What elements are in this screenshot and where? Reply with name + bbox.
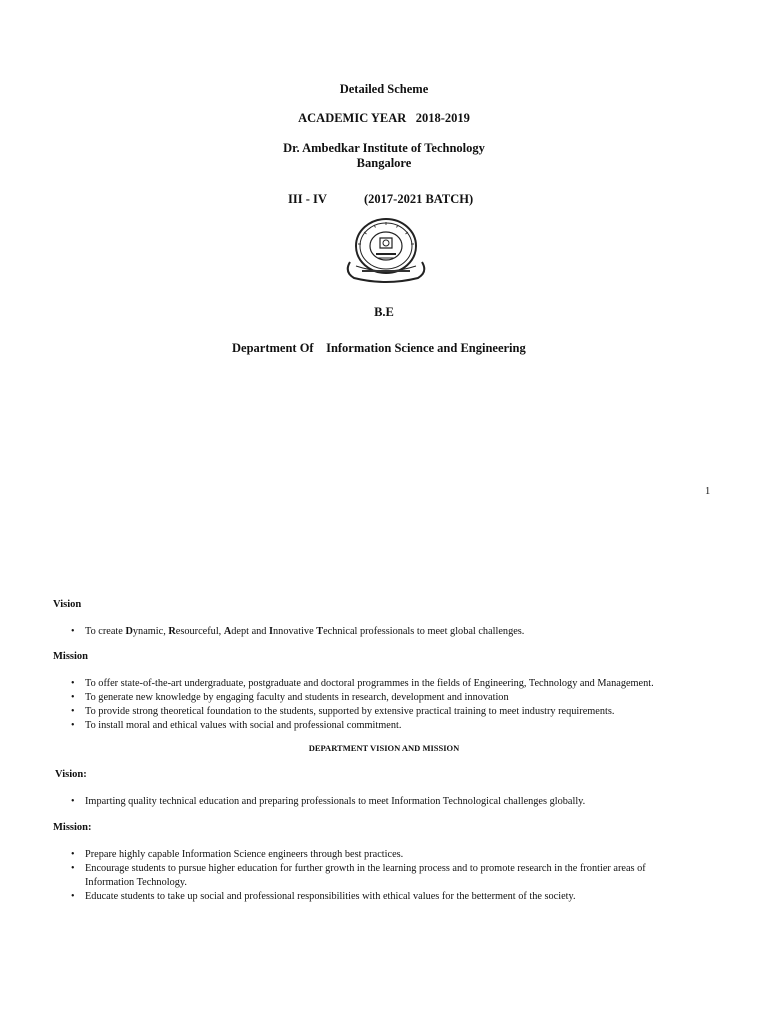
list-item: • To provide strong theoretical foundation to the students, supported by extensive practical training to meet industry requirements. [53,705,654,719]
academic-year-label: ACADEMIC YEAR [298,111,407,125]
department-vision-list [53,795,585,809]
institute-seal-logo [340,216,432,284]
list-item: • Prepare highly capable Information Science engineers through best practices. [53,848,646,862]
list-item: • Educate students to take up social and professional responsibilities with ethical values for the betterment of the society. [53,890,646,904]
institute-city: Bangalore [356,156,412,170]
document-title: Detailed Scheme [339,82,429,96]
institute-vision-list [53,625,524,639]
institute-vision-heading: Vision [53,599,82,610]
academic-year-line [0,111,768,126]
department-prefix: Department Of [232,341,314,355]
department-mission-list [53,848,646,904]
department-mission-heading: Mission: [53,822,92,833]
list-item: • To generate new knowledge by engaging faculty and students in research, development and innovation [53,691,654,705]
list-item: • Imparting quality technical education and preparing professionals to meet Information Technological challenges globally. [53,795,585,809]
list-item: • Encourage students to pursue higher education for further growth in the learning process and to promote research in the frontier areas of Information Technology. [53,862,646,890]
department-section-heading: DEPARTMENT VISION AND MISSION [308,743,460,753]
page-number: 1 [705,486,711,497]
department-name: Information Science and Engineering [326,341,526,355]
batch-label: (2017-2021 BATCH) [364,192,474,206]
department-line [232,341,526,356]
institute-mission-heading: Mission [53,651,89,662]
list-item: • To install moral and ethical values with social and professional commitment. [53,719,654,733]
degree-label: B.E [374,305,394,319]
semester-label: III - IV [288,192,327,206]
list-item: • To create Dynamic, Resourceful, Adept and Innovative Technical professionals to meet global challenges. [53,625,524,639]
academic-year-value: 2018-2019 [415,111,470,125]
list-item: • To offer state-of-the-art undergraduate, postgraduate and doctoral programmes in the fields of Engineering, Technology and Management. [53,677,654,691]
institute-name: Dr. Ambedkar Institute of Technology [283,141,485,155]
institute-mission-list [53,677,654,733]
department-vision-heading: Vision: [55,769,87,780]
